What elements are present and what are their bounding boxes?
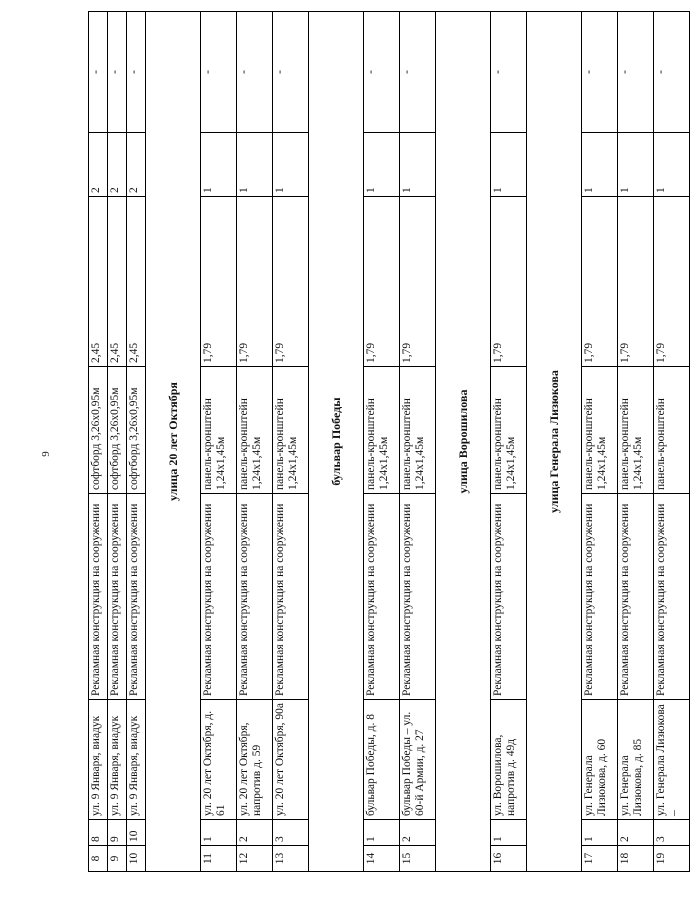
cell-k: 8 (89, 820, 108, 846)
table-row (582, 12, 618, 872)
cell-n: 10 (127, 846, 146, 872)
cell-sides: 1 (491, 133, 527, 197)
cell-extra: - (654, 12, 690, 133)
cell-area: 1,79 (491, 197, 527, 367)
cell-extra: - (127, 12, 146, 133)
table-row (201, 12, 237, 872)
cell-type: Рекламная конструкция на сооружении (89, 494, 108, 700)
cell-format: панель-кронштейн 1,24х1,45м (237, 367, 273, 494)
section-heading-row (146, 12, 201, 872)
cell-area: 1,79 (201, 197, 237, 367)
cell-area: 1,79 (654, 197, 690, 367)
cell-format: панель-кронштейн 1,24х1,45м (582, 367, 618, 494)
cell-k: 3 (654, 820, 690, 846)
cell-format: софтборд 3,26х0,95м (89, 367, 108, 494)
cell-area: 1,79 (237, 197, 273, 367)
cell-format: панель-кронштейн 1,24х1,45м (400, 367, 436, 494)
cell-format: панель-кронштейн 1,24х1,45м (491, 367, 527, 494)
cell-k: 1 (364, 820, 400, 846)
cell-area: 2,45 (127, 197, 146, 367)
cell-type: Рекламная конструкция на сооружении (108, 494, 127, 700)
cell-extra: - (201, 12, 237, 133)
cell-type: Рекламная конструкция на сооружении (201, 494, 237, 700)
cell-k: 1 (582, 820, 618, 846)
cell-k: 9 (108, 820, 127, 846)
cell-sides: 2 (127, 133, 146, 197)
cell-address: ул. Генерала Лизюкова – (654, 700, 690, 820)
cell-address: бульвар Победы, д. 8 (364, 700, 400, 820)
cell-k: 2 (618, 820, 654, 846)
cell-extra: - (89, 12, 108, 133)
cell-n: 12 (237, 846, 273, 872)
cell-area: 1,79 (400, 197, 436, 367)
section-heading-row (436, 12, 491, 872)
rotated-document-page (88, 12, 680, 872)
cell-address: ул. 20 лет Октября, напротив д. 59 (237, 700, 273, 820)
cell-address: ул. 20 лет Октября, д. 61 (201, 700, 237, 820)
table-row (618, 12, 654, 872)
table-body (89, 12, 690, 872)
cell-sides: 1 (400, 133, 436, 197)
cell-sides: 1 (582, 133, 618, 197)
section-title: улица Ворошилова (436, 12, 491, 872)
table-row (108, 12, 127, 872)
cell-type: Рекламная конструкция на сооружении (400, 494, 436, 700)
cell-extra: - (364, 12, 400, 133)
cell-address: ул. Генерала Лизюкова, д. 60 (582, 700, 618, 820)
cell-n: 11 (201, 846, 237, 872)
cell-type: Рекламная конструкция на сооружении (127, 494, 146, 700)
cell-sides: 2 (89, 133, 108, 197)
section-title: улица 20 лет Октября (146, 12, 201, 872)
cell-n: 8 (89, 846, 108, 872)
cell-area: 1,79 (618, 197, 654, 367)
cell-sides: 1 (654, 133, 690, 197)
cell-format: панель-кронштейн 1,24х1,45м (618, 367, 654, 494)
cell-n: 16 (491, 846, 527, 872)
table-row (491, 12, 527, 872)
cell-k: 1 (201, 820, 237, 846)
cell-area: 2,45 (108, 197, 127, 367)
cell-sides: 1 (201, 133, 237, 197)
cell-format: панель-кронштейн 1,24х1,45м (201, 367, 237, 494)
cell-type: Рекламная конструкция на сооружении (654, 494, 690, 700)
section-title: бульвар Победы (309, 12, 364, 872)
cell-address: ул. Генерала Лизюкова, д. 85 (618, 700, 654, 820)
page-number: 9 (40, 451, 52, 457)
table-row (364, 12, 400, 872)
cell-sides: 1 (618, 133, 654, 197)
cell-extra: - (491, 12, 527, 133)
cell-n: 18 (618, 846, 654, 872)
table-row (400, 12, 436, 872)
advertising-structures-table (88, 11, 690, 872)
cell-type: Рекламная конструкция на сооружении (582, 494, 618, 700)
cell-n: 9 (108, 846, 127, 872)
cell-sides: 2 (108, 133, 127, 197)
cell-n: 15 (400, 846, 436, 872)
cell-k: 3 (273, 820, 309, 846)
cell-format: панель-кронштейн 1,24х1,45м (364, 367, 400, 494)
cell-type: Рекламная конструкция на сооружении (364, 494, 400, 700)
cell-address: ул. 9 Января, виадук (89, 700, 108, 820)
cell-format: софтборд 3,26х0,95м (127, 367, 146, 494)
cell-area: 2,45 (89, 197, 108, 367)
section-heading-row (309, 12, 364, 872)
section-heading-row (527, 12, 582, 872)
table-row (237, 12, 273, 872)
cell-area: 1,79 (273, 197, 309, 367)
cell-n: 19 (654, 846, 690, 872)
cell-n: 13 (273, 846, 309, 872)
cell-type: Рекламная конструкция на сооружении (618, 494, 654, 700)
cell-sides: 1 (237, 133, 273, 197)
cell-k: 2 (400, 820, 436, 846)
cell-extra: - (400, 12, 436, 133)
cell-address: ул. 20 лет Октября, 90а (273, 700, 309, 820)
cell-k: 10 (127, 820, 146, 846)
cell-address: ул. Ворошилова, напротив д. 49д (491, 700, 527, 820)
cell-area: 1,79 (582, 197, 618, 367)
cell-type: Рекламная конструкция на сооружении (491, 494, 527, 700)
cell-area: 1,79 (364, 197, 400, 367)
cell-address: бульвар Победы – ул. 60-й Армии, д. 27 (400, 700, 436, 820)
cell-extra: - (273, 12, 309, 133)
table-row (89, 12, 108, 872)
cell-format: софтборд 3,26х0,95м (108, 367, 127, 494)
cell-extra: - (582, 12, 618, 133)
section-title: улица Генерала Лизюкова (527, 12, 582, 872)
cell-extra: - (618, 12, 654, 133)
cell-k: 1 (491, 820, 527, 846)
cell-extra: - (237, 12, 273, 133)
table-row (273, 12, 309, 872)
cell-sides: 1 (273, 133, 309, 197)
cell-k: 2 (237, 820, 273, 846)
table-row (127, 12, 146, 872)
cell-format: панель-кронштейн (654, 367, 690, 494)
cell-address: ул. 9 Января, виадук (108, 700, 127, 820)
table-row (654, 12, 690, 872)
cell-n: 14 (364, 846, 400, 872)
cell-format: панель-кронштейн 1,24х1,45м (273, 367, 309, 494)
cell-extra: - (108, 12, 127, 133)
cell-n: 17 (582, 846, 618, 872)
cell-address: ул. 9 Января, виадук (127, 700, 146, 820)
cell-type: Рекламная конструкция на сооружении (237, 494, 273, 700)
cell-sides: 1 (364, 133, 400, 197)
cell-type: Рекламная конструкция на сооружении (273, 494, 309, 700)
